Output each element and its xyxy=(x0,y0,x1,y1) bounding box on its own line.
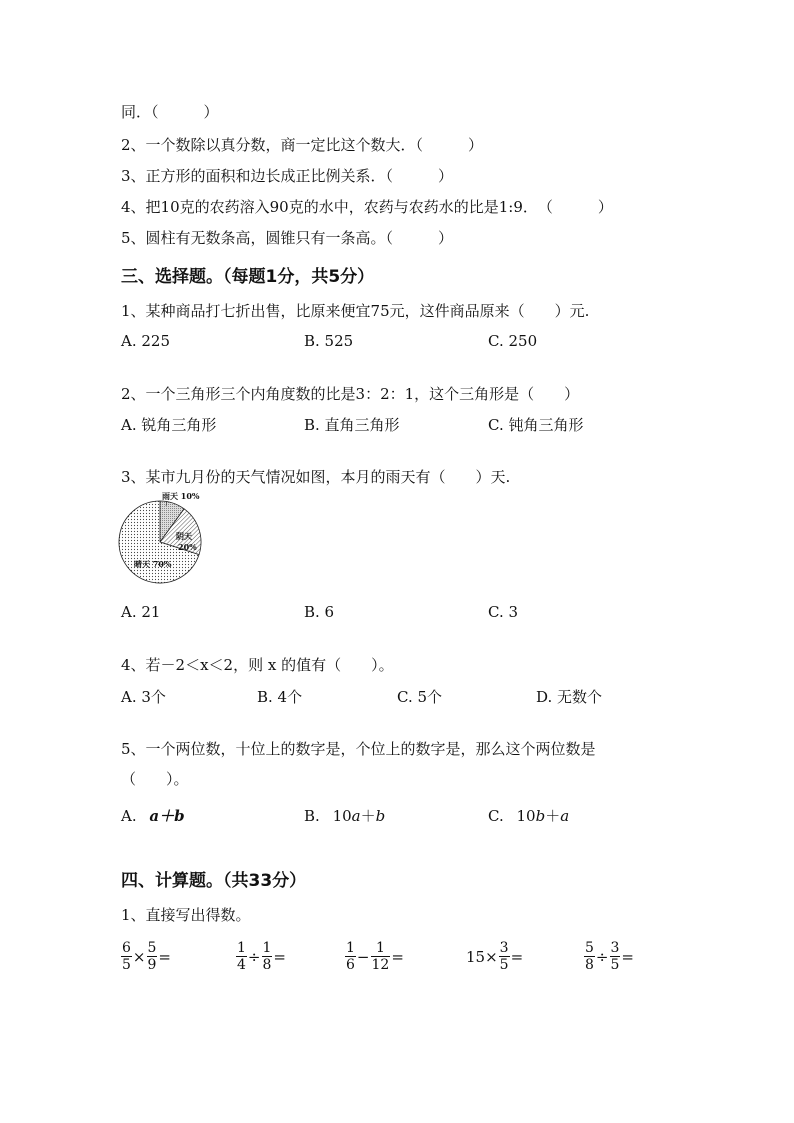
option-c-prefix: C. xyxy=(488,807,504,825)
option-b-coef: 10 xyxy=(332,807,352,825)
fraction: $\frac{3}{5}$ xyxy=(610,940,620,974)
weather-pie-chart xyxy=(112,488,222,588)
tf-item-2: 2、一个数除以真分数，商一定比这个数大．（ ） xyxy=(121,136,484,154)
fraction: $\frac{3}{5}$ xyxy=(499,940,509,974)
option-b-plus: ＋ xyxy=(360,807,376,825)
q3-3-option-a: A. 21 xyxy=(121,603,161,621)
calc-expression-1: $\frac{6}{5}$ × $\frac{5}{9}$ = xyxy=(122,940,171,974)
q3-4-option-a: A. 3个 xyxy=(121,688,166,706)
option-b-prefix: B. xyxy=(304,807,320,825)
tf-item-3: 3、正方形的面积和边长成正比例关系．（ ） xyxy=(121,167,454,185)
pie-label-rainy: 雨天 10% xyxy=(162,491,200,501)
q3-5-option-b xyxy=(304,805,385,826)
pie-label-sunny: 晴天 70% xyxy=(134,559,172,569)
q3-3-option-c: C. 3 xyxy=(488,603,519,621)
option-a-prefix: A. xyxy=(121,807,137,825)
calc-expression-3: $\frac{1}{6}$ − $\frac{1}{12}$ = xyxy=(346,940,404,974)
q3-4-option-c: C. 5个 xyxy=(397,688,443,706)
fraction: $\frac{1}{4}$ xyxy=(237,940,246,974)
option-c-var: b xyxy=(535,807,546,825)
option-a-expression: a＋b xyxy=(149,807,185,825)
fraction: $\frac{5}{9}$ xyxy=(147,940,157,974)
q3-5-option-a xyxy=(121,805,185,826)
q3-1-option-c: C. 250 xyxy=(488,332,538,350)
q3-1-option-a: A. 225 xyxy=(121,332,170,350)
q3-3-option-b: B. 6 xyxy=(304,603,335,621)
option-b-var2: b xyxy=(375,807,386,825)
question-3-2: 2、一个三角形三个内角度数的比是3：2：1，这个三角形是（ ） xyxy=(121,385,580,403)
q3-4-option-d: D. 无数个 xyxy=(536,688,603,706)
question-4-1: 1、直接写出得数。 xyxy=(121,906,251,924)
question-3-5-line2: （ ）。 xyxy=(121,770,189,788)
q3-2-option-a: A. 锐角三角形 xyxy=(121,416,217,434)
option-c-plus: ＋ xyxy=(545,807,561,825)
calc-expression-2: $\frac{1}{4}$ ÷ $\frac{1}{8}$ = xyxy=(237,940,286,974)
q3-5-option-c xyxy=(488,805,569,826)
q3-4-option-b: B. 4个 xyxy=(257,688,303,706)
tf-item-5: 5、圆柱有无数条高，圆锥只有一条高。（ ） xyxy=(121,229,454,247)
section-3-heading: 三、选择题。（每题1分，共5分） xyxy=(121,267,375,287)
fraction: $\frac{1}{12}$ xyxy=(371,940,390,974)
question-3-5-line1: 5、一个两位数，十位上的数字是，个位上的数字是，那么这个两位数是 xyxy=(121,740,596,758)
pie-label-cloudy-name: 阴天 xyxy=(176,531,192,541)
question-3-3: 3、某市九月份的天气情况如图，本月的雨天有（ ）天. xyxy=(121,468,511,486)
q3-2-option-c: C. 钝角三角形 xyxy=(488,416,584,434)
tf-item-4: 4、把10克的农药溶入90克的水中，农药与农药水的比是1:9． （ ） xyxy=(121,198,613,216)
section-4-heading: 四、计算题。（共33分） xyxy=(121,871,307,891)
calc-expression-5: $\frac{5}{8}$ ÷ $\frac{3}{5}$ = xyxy=(585,940,634,974)
calc-expression-4: 15× $\frac{3}{5}$ = xyxy=(466,940,524,974)
fraction: $\frac{6}{5}$ xyxy=(122,940,131,974)
option-b-var: a xyxy=(351,807,361,825)
fraction: $\frac{1}{8}$ xyxy=(262,940,272,974)
tf-item-1: 同．（ ） xyxy=(121,103,219,121)
q3-2-option-b: B. 直角三角形 xyxy=(304,416,400,434)
pie-label-cloudy-value: 20% xyxy=(178,542,197,552)
question-3-4: 4、若－2＜x＜2，则 x 的值有（ ）。 xyxy=(121,656,394,674)
fraction: $\frac{1}{6}$ xyxy=(346,940,355,974)
question-3-1: 1、某种商品打七折出售，比原来便宜75元，这件商品原来（ ）元. xyxy=(121,302,590,320)
option-c-var2: a xyxy=(560,807,570,825)
q3-1-option-b: B. 525 xyxy=(304,332,354,350)
fraction: $\frac{5}{8}$ xyxy=(585,940,594,974)
option-c-coef: 10 xyxy=(516,807,536,825)
